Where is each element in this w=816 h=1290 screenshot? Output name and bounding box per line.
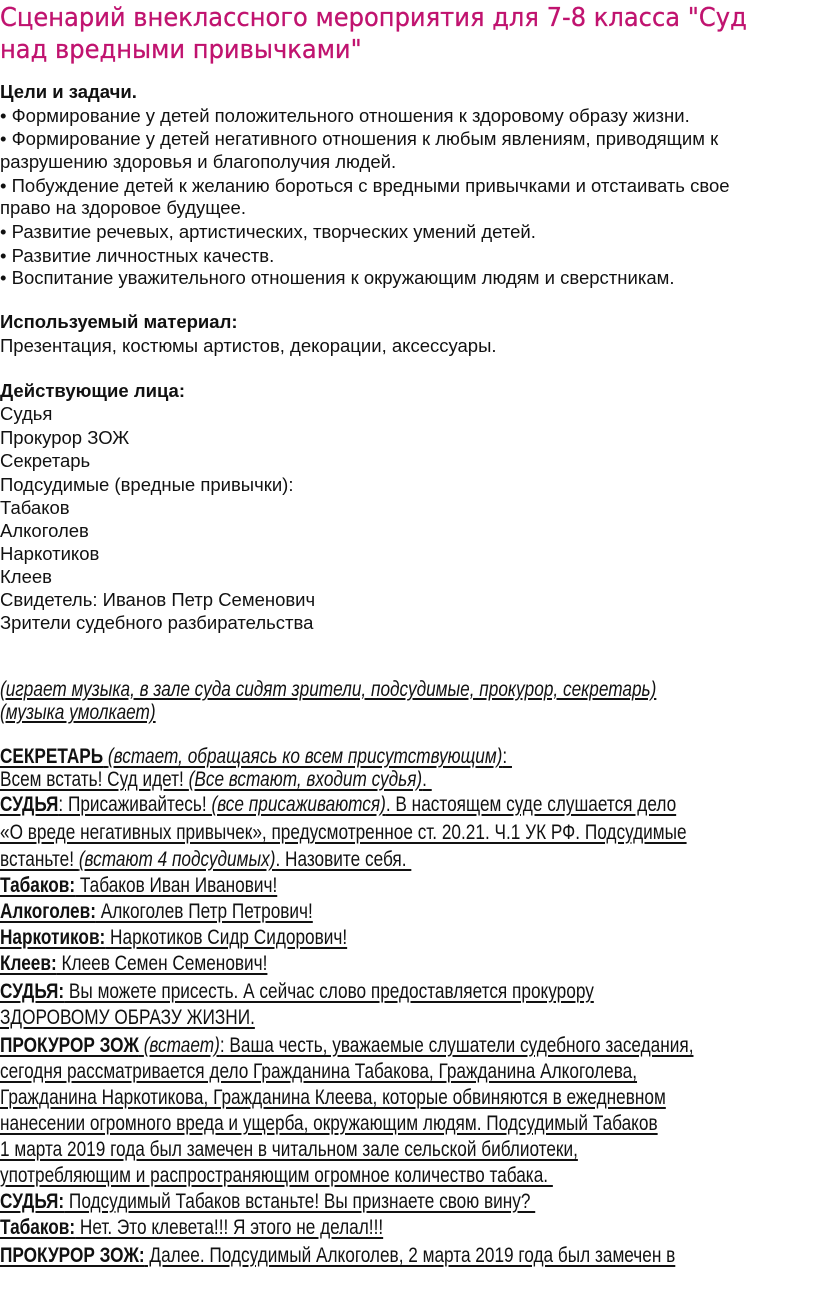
speaker-name: Клеев: <box>0 952 57 975</box>
speaker-name: Наркотиков: <box>0 926 106 949</box>
dialogue-text: Гражданина Наркотикова, Гражданина Клеева, которые обвиняются в ежедневном <box>0 1086 666 1109</box>
goals-line: • Формирование у детей положительного отношения к здоровому образу жизни. <box>0 105 690 126</box>
dialogue-text: Всем встать! Суд идет! <box>0 768 189 791</box>
dialogue-text: Табаков Иван Иванович! <box>75 874 278 897</box>
dialogue-text: : <box>502 745 512 768</box>
dialogue-line <box>0 951 267 977</box>
goals-heading: Цели и задачи. <box>0 81 137 102</box>
character-item: Зрители судебного разбирательства <box>0 612 314 633</box>
character-item: Наркотиков <box>0 543 100 564</box>
character-item: Свидетель: Иванов Петр Семенович <box>0 589 316 610</box>
dialogue-text: «О вреде негативных привычек», предусмотренное ст. 20.21. Ч.1 УК РФ. Подсудимые <box>0 821 687 844</box>
dialogue-text: Далее. Подсудимый Алкоголев, 2 марта 2019 года был замечен в <box>144 1244 676 1267</box>
characters-heading: Действующие лица: <box>0 380 185 401</box>
dialogue-text: употребляющим и распространяющим огромное количество табака. <box>0 1164 553 1187</box>
speaker-name: СУДЬЯ: <box>0 1190 65 1213</box>
character-item: Подсудимые (вредные привычки): <box>0 474 294 495</box>
dialogue-line <box>0 1189 535 1215</box>
dialogue-text: . В настоящем суде слушается дело <box>385 793 677 816</box>
dialogue-line <box>0 1033 693 1059</box>
character-item: Прокурор ЗОЖ <box>0 427 130 448</box>
dialogue-text: сегодня рассматривается дело Гражданина Табакова, Гражданина Алкоголева, <box>0 1060 638 1083</box>
dialogue-text: Подсудимый Табаков встаньте! Вы признаете свою вину? <box>64 1190 536 1213</box>
stage-remark: (встает) <box>143 1034 220 1057</box>
dialogue-text: ЗДОРОВОМУ ОБРАЗУ ЖИЗНИ. <box>0 1006 255 1029</box>
dialogue-line <box>0 1243 675 1269</box>
speaker-name: ПРОКУРОР ЗОЖ <box>0 1034 139 1057</box>
dialogue-text: Вы можете присесть. А сейчас слово предоставляется прокурору <box>64 980 594 1003</box>
document-title-line: Сценарий внеклассного мероприятия для 7-8 класса "Суд <box>0 3 747 33</box>
dialogue-line <box>0 899 313 925</box>
goals-line: • Развитие речевых, артистических, творческих умений детей. <box>0 221 536 242</box>
speaker-name: СУДЬЯ: <box>0 980 65 1003</box>
dialogue-line <box>0 1005 255 1031</box>
character-item: Судья <box>0 403 53 424</box>
speaker-name: Алкоголев: <box>0 900 96 923</box>
speaker-name: Табаков: <box>0 1216 76 1239</box>
dialogue-line <box>0 925 347 951</box>
dialogue-text: Алкоголев Петр Петрович! <box>95 900 313 923</box>
dialogue-line <box>0 767 432 793</box>
goals-line: • Воспитание уважительного отношения к окружающим людям и сверстникам. <box>0 267 675 288</box>
dialogue-line <box>0 1163 553 1189</box>
goals-line: разрушению здоровья и благополучия людей. <box>0 151 397 172</box>
stage-direction: (музыка умолкает) <box>0 701 156 724</box>
character-item: Табаков <box>0 497 70 518</box>
dialogue-text: нанесении огромного вреда и ущерба, окружающим людям. Подсудимый Табаков <box>0 1112 658 1135</box>
dialogue-line <box>0 1059 637 1085</box>
dialogue-line <box>0 820 687 846</box>
dialogue-text: Клеев Семен Семенович! <box>56 952 268 975</box>
materials-text: Презентация, костюмы артистов, декорации, аксессуары. <box>0 335 497 356</box>
character-item: Клеев <box>0 566 52 587</box>
character-item: Алкоголев <box>0 520 89 541</box>
dialogue-text: . <box>422 768 432 791</box>
stage-remark: (встают 4 подсудимых) <box>78 848 276 871</box>
stage-remark: (все присаживаются) <box>211 793 386 816</box>
dialogue-line <box>0 847 411 873</box>
speaker-name: СЕКРЕТАРЬ <box>0 745 104 768</box>
materials-heading: Используемый материал: <box>0 311 238 332</box>
dialogue-text: . Назовите себя. <box>275 848 412 871</box>
stage-remark: (встает, обращаясь ко всем присутствующим) <box>107 745 503 768</box>
stage-direction: (играет музыка, в зале суда сидят зрители, подсудимые, прокурор, секретарь) <box>0 678 657 701</box>
dialogue-line <box>0 873 277 899</box>
speaker-name: ПРОКУРОР ЗОЖ: <box>0 1244 145 1267</box>
dialogue-text: : Присаживайтесь! <box>58 793 212 816</box>
dialogue-line <box>0 1111 658 1137</box>
character-item: Секретарь <box>0 450 91 471</box>
speaker-name: Табаков: <box>0 874 76 897</box>
goals-line: • Формирование у детей негативного отношения к любым явлениям, приводящим к <box>0 128 719 149</box>
dialogue-line <box>0 1215 383 1241</box>
dialogue-line <box>0 979 594 1005</box>
goals-line: • Побуждение детей к желанию бороться с вредными привычками и отстаивать свое <box>0 175 730 196</box>
dialogue-text: Наркотиков Сидр Сидорович! <box>105 926 348 949</box>
dialogue-line <box>0 1137 578 1163</box>
dialogue-text: 1 марта 2019 года был замечен в читальном зале сельской библиотеки, <box>0 1138 578 1161</box>
dialogue-text: встаньте! <box>0 848 79 871</box>
speaker-name: СУДЬЯ <box>0 793 59 816</box>
dialogue-line <box>0 792 676 818</box>
dialogue-text: Нет. Это клевета!!! Я этого не делал!!! <box>75 1216 384 1239</box>
goals-line: право на здоровое будущее. <box>0 197 246 218</box>
dialogue-line <box>0 1085 666 1111</box>
document-title-line: над вредными привычками" <box>0 35 362 65</box>
dialogue-text: : Ваша честь, уважаемые слушатели судебного заседания, <box>219 1034 694 1057</box>
goals-line: • Развитие личностных качеств. <box>0 245 275 266</box>
stage-remark: (Все встают, входит судья) <box>188 768 423 791</box>
